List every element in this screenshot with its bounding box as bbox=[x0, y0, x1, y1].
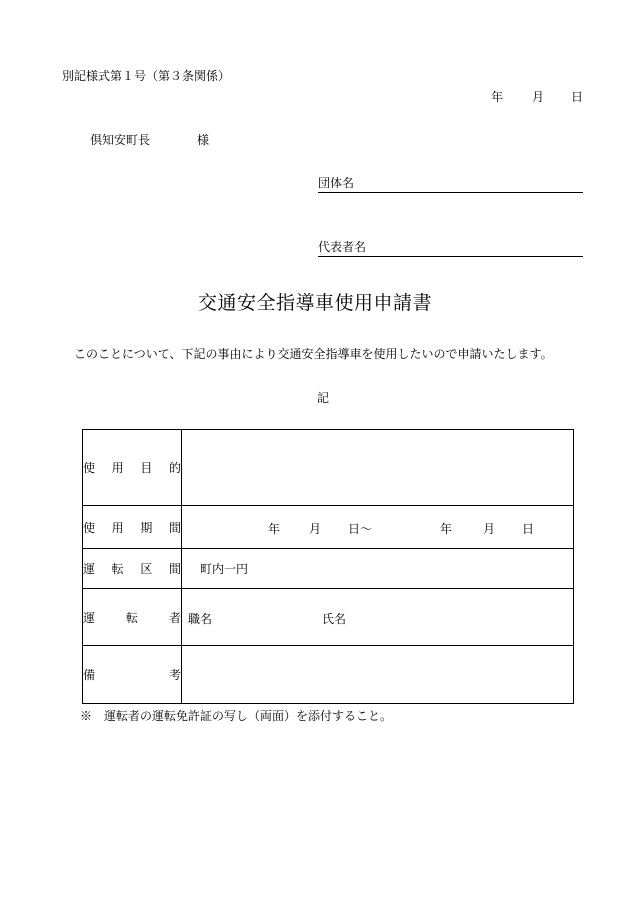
form-number: 別記様式第１号（第３条関係） bbox=[62, 69, 231, 83]
document-title: 交通安全指導車使用申請書 bbox=[197, 292, 432, 314]
date-year-label: 年 bbox=[491, 90, 504, 104]
period-value[interactable] bbox=[182, 506, 574, 549]
remarks-label: 備 考 bbox=[83, 646, 182, 704]
driver-name-label: 氏名 bbox=[322, 612, 347, 626]
application-table bbox=[82, 429, 574, 704]
remarks-value[interactable] bbox=[182, 646, 574, 704]
period-label: 使 用 期 間 bbox=[83, 506, 182, 549]
period-end-year: 年 bbox=[440, 522, 453, 536]
representative-name-label: 代表者名 bbox=[318, 240, 367, 254]
addressee-suffix: 様 bbox=[197, 133, 210, 147]
period-start-day: 日～ bbox=[348, 522, 373, 536]
section-label: 運 転 区 間 bbox=[83, 549, 182, 589]
attachment-note: ※ 運転者の運転免許証の写し（両面）を添付すること。 bbox=[80, 709, 393, 723]
driver-label: 運 転 者 bbox=[83, 589, 182, 646]
group-name-field[interactable] bbox=[318, 174, 583, 193]
representative-name-field[interactable] bbox=[318, 238, 583, 257]
date-day-label: 日 bbox=[571, 90, 584, 104]
table-row-purpose bbox=[83, 430, 574, 506]
date-month-label: 月 bbox=[532, 90, 545, 104]
addressee-name: 倶知安町長 bbox=[90, 133, 151, 147]
ki-heading: 記 bbox=[316, 391, 329, 405]
driver-value[interactable] bbox=[182, 589, 574, 646]
period-start-month: 月 bbox=[309, 522, 322, 536]
purpose-label: 使 用 目 的 bbox=[83, 430, 182, 506]
period-end-month: 月 bbox=[483, 522, 496, 536]
table-row-section bbox=[83, 549, 574, 589]
table-row-driver bbox=[83, 589, 574, 646]
period-start-year: 年 bbox=[268, 522, 281, 536]
group-name-label: 団体名 bbox=[318, 176, 355, 190]
table-row-remarks bbox=[83, 646, 574, 704]
driver-title-label: 職名 bbox=[188, 612, 213, 626]
period-end-day: 日 bbox=[522, 522, 535, 536]
request-statement: このことについて、下記の事由により交通安全指導車を使用したいので申請いたします。 bbox=[74, 347, 553, 361]
section-value[interactable]: 町内一円 bbox=[182, 549, 574, 589]
table-row-period bbox=[83, 506, 574, 549]
purpose-value[interactable] bbox=[182, 430, 574, 506]
